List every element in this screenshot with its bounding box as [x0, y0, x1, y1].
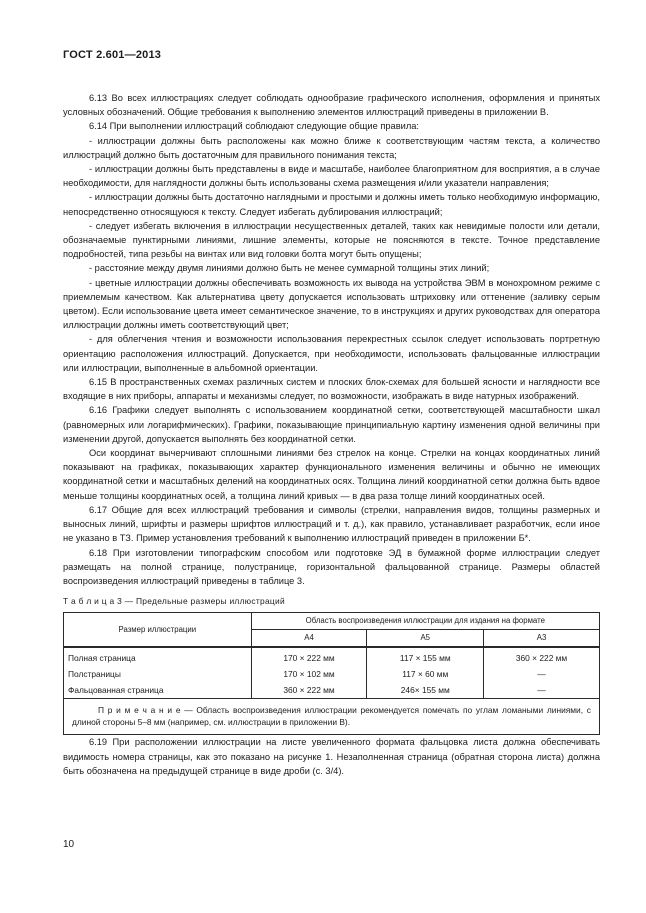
paragraph-6-14: 6.14 При выполнении иллюстраций соблюдают следующие общие правила:: [89, 121, 420, 132]
table-row: [64, 682, 600, 699]
table-note: П р и м е ч а н и е — Область воспроизведения иллюстрации рекомендуется помечать по углам ломаными линиями, с длиной стороны 5–8 мм (например, см. иллюстрации в приложении В).: [64, 699, 600, 735]
paragraph-6-19: 6.19 При расположении иллюстрации на листе увеличенного формата фальцовка листа должна обеспечивать видимость номера страницы, как это показано на рисунке 1. Незаполненная страница (обратная сторона листа) должна быть обозначена на предыдущей странице в виде дроби (с. 3/4).: [63, 737, 600, 776]
row-label: Фальцованная страница: [64, 682, 252, 699]
list-item: - следует избегать включения в иллюстрации несущественных деталей, таких как невидимые полости или детали, обозначаемые пунктирными линиями, лишние элементы, которые не поясняются в тексте. Точное представление подробностей, типа резьбы на винтах или вид головки болта могут быть опущены;: [63, 220, 600, 260]
row-label: Полстраницы: [64, 666, 252, 682]
col-header-a3: А3: [484, 630, 600, 648]
col-header-size: Размер иллюстрации: [64, 613, 252, 648]
cell-a4: 360 × 222 мм: [251, 682, 367, 699]
cell-a3: —: [484, 682, 600, 699]
cell-a3: —: [484, 666, 600, 682]
paragraph-axes: Оси координат вычерчивают сплошными линиями без стрелок на конце. Стрелки на концах координатных линий показывают на графиках, показывающих характер функционального изменения величины и обычно не имеющих координатной сетки и масштабных делений на координатных осях. Толщина линий координатной сетки должна быть вдвое меньше толщины координатных осей, а толщина линий кривых — в два раза толще линий координатных осей.: [63, 448, 600, 501]
table-note-row: [64, 699, 600, 735]
document-header: ГОСТ 2.601—2013: [63, 49, 162, 61]
paragraph-6-16: 6.16 Графики следует выполнять с использованием координатной сетки, соответствующей масштабности шкал (равномерных или логарифмических). Графики, показывающие принципиальную картину изменения одной величины при изменении другой, допускается выполнять без координатной сетки.: [63, 405, 600, 444]
col-header-area: Область воспроизведения иллюстрации для издания на формате: [251, 613, 599, 630]
list-item: - иллюстрации должны быть расположены как можно ближе к соответствующим частям текста, а количество иллюстраций должно быть достаточным для правильного понимания текста;: [63, 135, 600, 160]
list-item: - для облегчения чтения и возможности использования перекрестных ссылок следует использовать портретную ориентацию расположения иллюстраций. Допускается, при необходимости, использовать фальцованные иллюстрации или иллюстрации, выполненные в альбомной ориентации.: [63, 334, 600, 373]
list-item: - иллюстрации должны быть достаточно наглядными и простыми и должны иметь только необходимую информацию, непосредственно относящуюся к тексту. Следует избегать дублирования иллюстраций;: [63, 192, 600, 217]
cell-a3: 360 × 222 мм: [484, 647, 600, 666]
col-header-a4: А4: [251, 630, 367, 648]
paragraph-6-17: 6.17 Общие для всех иллюстраций требования и символы (стрелки, направления видов, толщины размерных и выносных линий, шрифты и размеры шрифтов иллюстраций и т. д.), как правило, устанавливает разработчик, если иное не указано в ТЗ. Пример установления требований к выполнению иллюстраций приведен в приложении Б*.: [63, 504, 600, 544]
paragraph-6-18: 6.18 При изготовлении типографским способом или подготовке ЭД в бумажной форме иллюстрации следует размещать на полной странице, полустранице, горизонтальной фальцованной странице. Размеры областей воспроизведения иллюстраций приведены в таблице 3.: [63, 547, 600, 586]
table-row: [64, 647, 600, 666]
cell-a5: 117 × 60 мм: [367, 666, 484, 682]
page-number: 10: [63, 839, 75, 850]
col-header-a5: А5: [367, 630, 484, 648]
cell-a5: 117 × 155 мм: [367, 647, 484, 666]
paragraph-6-15: 6.15 В пространственных схемах различных систем и плоских блок-схемах для большей ясности и наглядности все входящие в них приборы, аппараты и механизмы следует, по возможности, изображать в виде натурных изображений.: [63, 377, 600, 402]
list-item: - расстояние между двумя линиями должно быть не менее суммарной толщины этих линий;: [89, 263, 490, 274]
cell-a4: 170 × 102 мм: [251, 666, 367, 682]
list-item: - иллюстрации должны быть представлены в виде и масштабе, наиболее благоприятном для восприятия, а в случае необходимости, для наглядности должны быть использованы схема размещения и/или указатели направления;: [63, 164, 600, 189]
list-item: - цветные иллюстрации должны обеспечивать возможность их вывода на устройства ЭВМ в монохромном режиме с приемлемым качеством. Как альтернатива цвету допускается использовать штриховку или оттенение (заливку серым цветом). Если использование цвета имеет семантическое значение, то в инструкциях и других руководствах для оператора иллюстрации должны иметь соответствующий цвет;: [63, 277, 600, 331]
table-3: [63, 612, 600, 735]
paragraph-6-13: 6.13 Во всех иллюстрациях следует соблюдать однообразие графического исполнения, оформления и принятых условных обозначений. Общие требования к выполнению элементов иллюстраций приведены в приложении В.: [63, 93, 600, 118]
cell-a5: 246× 155 мм: [367, 682, 484, 699]
table-caption: Т а б л и ц а 3 — Предельные размеры иллюстраций: [63, 596, 285, 607]
document-body: [63, 91, 600, 778]
table-row: [64, 666, 600, 682]
cell-a4: 170 × 222 мм: [251, 647, 367, 666]
row-label: Полная страница: [64, 647, 252, 666]
